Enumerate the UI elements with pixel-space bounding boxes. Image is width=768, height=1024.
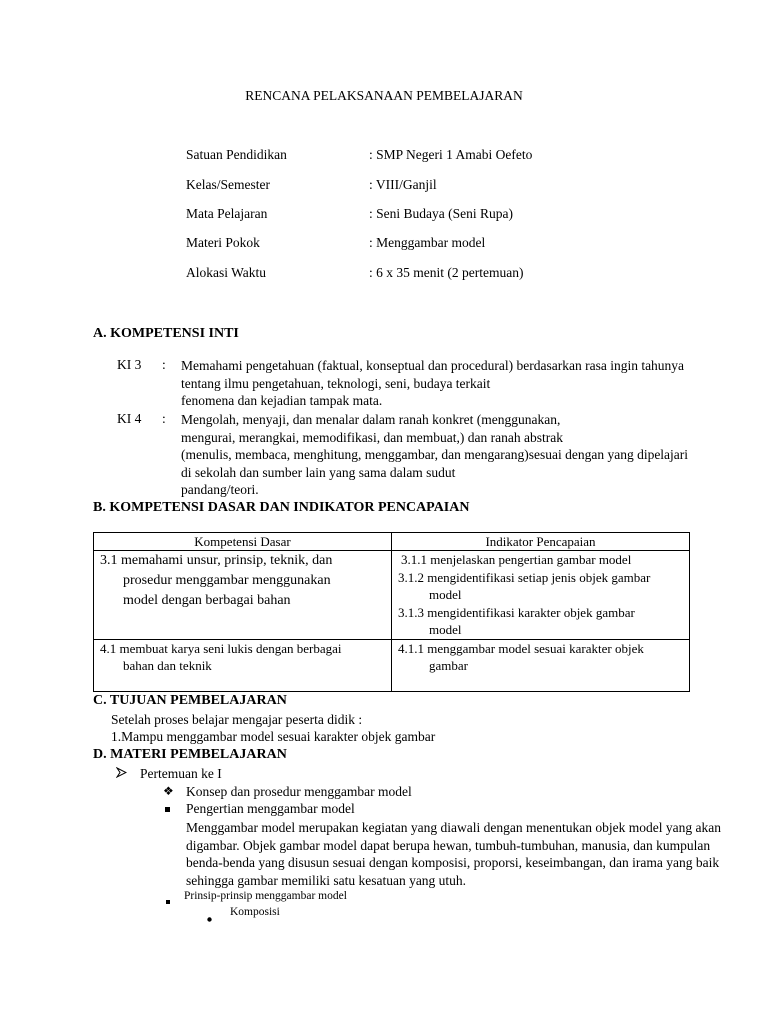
kd-ip-table (93, 532, 690, 692)
col-header-kd: Kompetensi Dasar (94, 533, 392, 551)
ip-cell (392, 551, 690, 640)
section-b-heading: B. KOMPETENSI DASAR DAN INDIKATOR PENCAPAIAN (93, 500, 470, 515)
ki4-text (181, 411, 688, 499)
identity-label-alokasi: Alokasi Waktu (186, 265, 267, 280)
tujuan-item: 1.Mampu menggambar model sesuai karakter objek gambar (111, 729, 436, 744)
identity-value-kelas: : VIII/Ganjil (369, 177, 437, 192)
ip-line: 3.1.2 mengidentifikasi setiap jenis objek gambar (398, 569, 651, 585)
square-bullet-icon (165, 801, 171, 817)
table-row (94, 551, 690, 640)
ki4-line: (menulis, membaca, menghitung, menggambar, dan mengarang)sesuai dengan yang dipelajari (181, 447, 689, 462)
identity-value-materi: : Menggambar model (369, 235, 486, 250)
kd-line: 3.1 memahami unsur, prinsip, teknik, dan (100, 553, 333, 568)
ki4-line: Mengolah, menyaji, dan menalar dalam ranah konkret (menggunakan, (181, 412, 561, 427)
kd-line: bahan dan teknik (123, 658, 212, 673)
section-d-heading: D. MATERI PEMBELAJARAN (93, 747, 287, 762)
ki4-line: di sekolah dan sumber lain yang sama dalam sudut (181, 464, 456, 480)
ki3-line: tentang ilmu pengetahuan, teknologi, seni, budaya terkait (181, 375, 491, 391)
ip-line: model (429, 622, 462, 637)
col-header-ip: Indikator Pencapaian (392, 533, 690, 551)
materi-sub1: Konsep dan prosedur menggambar model (186, 784, 412, 799)
kd-cell (94, 639, 392, 691)
ip-line: 3.1.1 menjelaskan pengertian gambar model (401, 552, 632, 567)
identity-value-alokasi: : 6 x 35 menit (2 pertemuan) (369, 265, 524, 280)
arrow-bullet-icon (116, 766, 127, 782)
materi-sub3: Prinsip-prinsip menggambar model (184, 890, 347, 902)
ki3-line: fenomena dan kejadian tampak mata. (181, 393, 383, 408)
table-header-row (94, 533, 690, 551)
ki3-label: KI 3 (117, 357, 142, 372)
materi-sub3-item: Komposisi (230, 906, 280, 918)
table-row (94, 639, 690, 691)
tujuan-intro: Setelah proses belajar mengajar peserta didik : (111, 712, 363, 727)
paragraph-line: sehingga gambar memiliki satu kesatuan yang utuh. (186, 872, 467, 888)
materi-sub2: Pengertian menggambar model (186, 801, 355, 816)
identity-label-kelas: Kelas/Semester (186, 177, 270, 192)
ki4-line: mengurai, merangkai, memodifikasi, dan membuat,) dan ranah abstrak (181, 429, 563, 445)
paragraph-line: benda-benda yang disusun sesuai dengan komposisi, proporsi, keseimbangan, dan irama yang baik (186, 855, 720, 870)
ki4-colon: : (162, 411, 166, 426)
identity-value-mapel: : Seni Budaya (Seni Rupa) (369, 206, 513, 221)
ki4-line: pandang/teori. (181, 482, 259, 497)
square-bullet-icon (166, 893, 171, 909)
identity-label-satuan: Satuan Pendidikan (186, 147, 287, 162)
meeting-label: Pertemuan ke I (140, 766, 222, 781)
ip-cell (392, 639, 690, 691)
section-a-heading: A. KOMPETENSI INTI (93, 326, 239, 341)
ip-line: 4.1.1 menggambar model sesuai karakter objek (398, 640, 644, 656)
paragraph-line: Menggambar model merupakan kegiatan yang diawali dengan menentukan objek model yang akan (186, 820, 721, 835)
kd-line: 4.1 membuat karya seni lukis dengan berbagai (100, 640, 342, 656)
diamond-bullet-icon: ❖ (163, 784, 174, 798)
ki4-label: KI 4 (117, 411, 142, 426)
ki3-line: Memahami pengetahuan (faktual, konseptual dan procedural) berdasarkan rasa ingin tahunya (181, 358, 685, 373)
ki3-colon: : (162, 357, 166, 372)
ki3-text (181, 357, 684, 410)
paragraph-line: digambar. Objek gambar model dapat berupa hewan, tumbuh-tumbuhan, manusia, dan kumpulan (186, 837, 711, 853)
kd-line: model dengan berbagai bahan (123, 593, 291, 608)
identity-label-materi: Materi Pokok (186, 235, 260, 250)
ip-line: gambar (429, 658, 468, 673)
section-c-heading: C. TUJUAN PEMBELAJARAN (93, 693, 287, 708)
ip-line: 3.1.3 mengidentifikasi karakter objek gambar (398, 604, 635, 620)
identity-label-mapel: Mata Pelajaran (186, 206, 268, 221)
materi-paragraph (186, 819, 721, 889)
identity-value-satuan: : SMP Negeri 1 Amabi Oefeto (369, 147, 533, 162)
document-title: RENCANA PELAKSANAAN PEMBELAJARAN (245, 88, 523, 103)
ip-line: model (429, 587, 462, 602)
dot-bullet-icon (207, 910, 212, 926)
kd-cell (94, 551, 392, 640)
kd-line: prosedur menggambar menggunakan (123, 573, 331, 588)
